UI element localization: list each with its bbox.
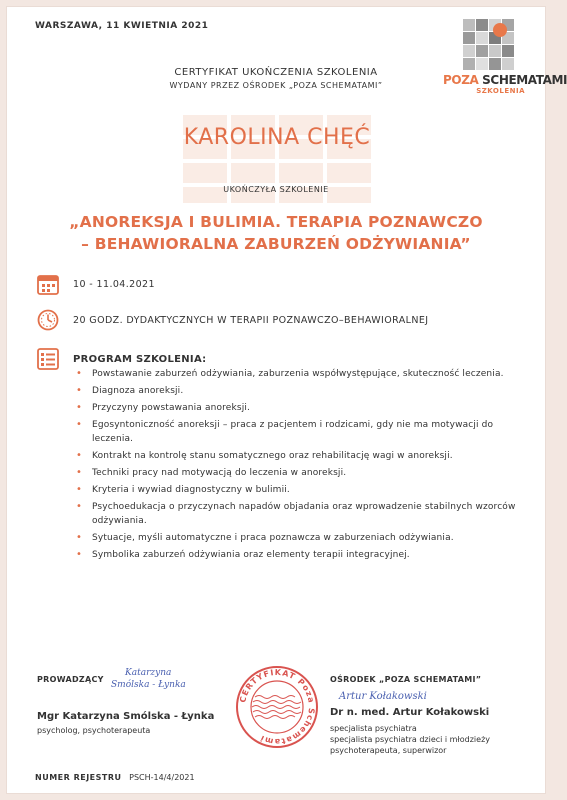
recipient-name: KAROLINA CHĘĆ [183, 125, 371, 150]
program-title: PROGRAM SZKOLENIA: [73, 353, 207, 365]
certificate-page [6, 6, 567, 794]
issue-date: WARSZAWA, 11 KWIETNIA 2021 [35, 21, 209, 31]
program-list [72, 367, 532, 565]
list-item: • Kontrakt na kontrolę stanu somatycznego oraz rehabilitację wagi w anoreksji. [72, 449, 532, 463]
instructor-signature: Katarzyna Smólska - Łynka [111, 668, 186, 690]
center-director-name: Dr n. med. Artur Kołakowski [330, 707, 490, 718]
hours-row [37, 309, 428, 331]
list-item: • Sytuacje, myśli automatyczne i praca poznawcza w zaburzeniach odżywiania. [72, 531, 532, 545]
completed-label: UKOŃCZYŁA SZKOLENIE [223, 185, 329, 194]
course-title [27, 211, 525, 255]
list-item: • Przyczyny powstawania anoreksji. [72, 401, 532, 415]
logo-sub: SZKOLENIA [476, 87, 525, 95]
course-title-line-2: – BEHAWIORALNA ZABURZEŃ ODŻYWIANIA” [81, 235, 471, 253]
list-item: • Techniki pracy nad motywacją do leczenia w anoreksji. [72, 466, 532, 480]
list-item: • Psychoedukacja o przyczynach napadów objadania oraz wprowadzenie stabilnych wzorców odżywiania. [72, 500, 532, 528]
list-item: • Symbolika zaburzeń odżywiania oraz elementy terapii integracyjnej. [72, 548, 532, 562]
center-director-role: specjalista psychiatra specjalista psychiatra dzieci i młodzieży psychoterapeuta, superwizor [330, 724, 490, 755]
certificate-title: CERTYFIKAT UKOŃCZENIA SZKOLENIA [174, 67, 378, 78]
certificate-stamp [235, 665, 319, 749]
course-title-line-1: „ANOREKSJA I BULIMIA. TERAPIA POZNAWCZO [69, 213, 483, 231]
clock-icon [37, 309, 59, 331]
center-signature: Artur Kołakowski [339, 691, 427, 702]
list-icon [37, 348, 59, 370]
registry-number: NUMER REJESTRU PSCH-14/4/2021 [35, 773, 195, 782]
instructor-label: PROWADZĄCY [37, 675, 104, 684]
list-item: • Egosyntoniczność anoreksji – praca z pacjentem i rodzicami, gdy nie ma motywacji do leczenia. [72, 418, 532, 446]
certificate-subtitle: WYDANY PRZEZ OŚRODEK „POZA SCHEMATAMI” [169, 81, 383, 90]
calendar-icon [37, 273, 59, 295]
training-hours: 20 GODZ. DYDAKTYCZNYCH W TERAPII POZNAWCZO–BEHAWIORALNEJ [73, 314, 429, 326]
training-dates: 10 - 11.04.2021 [73, 278, 155, 290]
list-item: • Diagnoza anoreksji. [72, 384, 532, 398]
logo-name: POZA SCHEMATAMI [443, 73, 567, 87]
logo-grid-icon [463, 19, 515, 71]
svg-text:CERTYFIKAT Poza Schematami [238, 668, 316, 746]
list-item: • Kryteria i wywiad diagnostyczny w bulimii. [72, 483, 532, 497]
center-label: OŚRODEK „POZA SCHEMATAMI” [330, 675, 482, 684]
instructor-name: Mgr Katarzyna Smólska - Łynka [37, 711, 215, 722]
instructor-role: psycholog, psychoterapeuta [37, 726, 151, 735]
dates-row [37, 273, 155, 295]
list-item: • Powstawanie zaburzeń odżywiania, zaburzenia współwystępujące, skuteczność leczenia. [72, 367, 532, 381]
stamp-text: CERTYFIKAT Poza Schematami [238, 667, 317, 747]
